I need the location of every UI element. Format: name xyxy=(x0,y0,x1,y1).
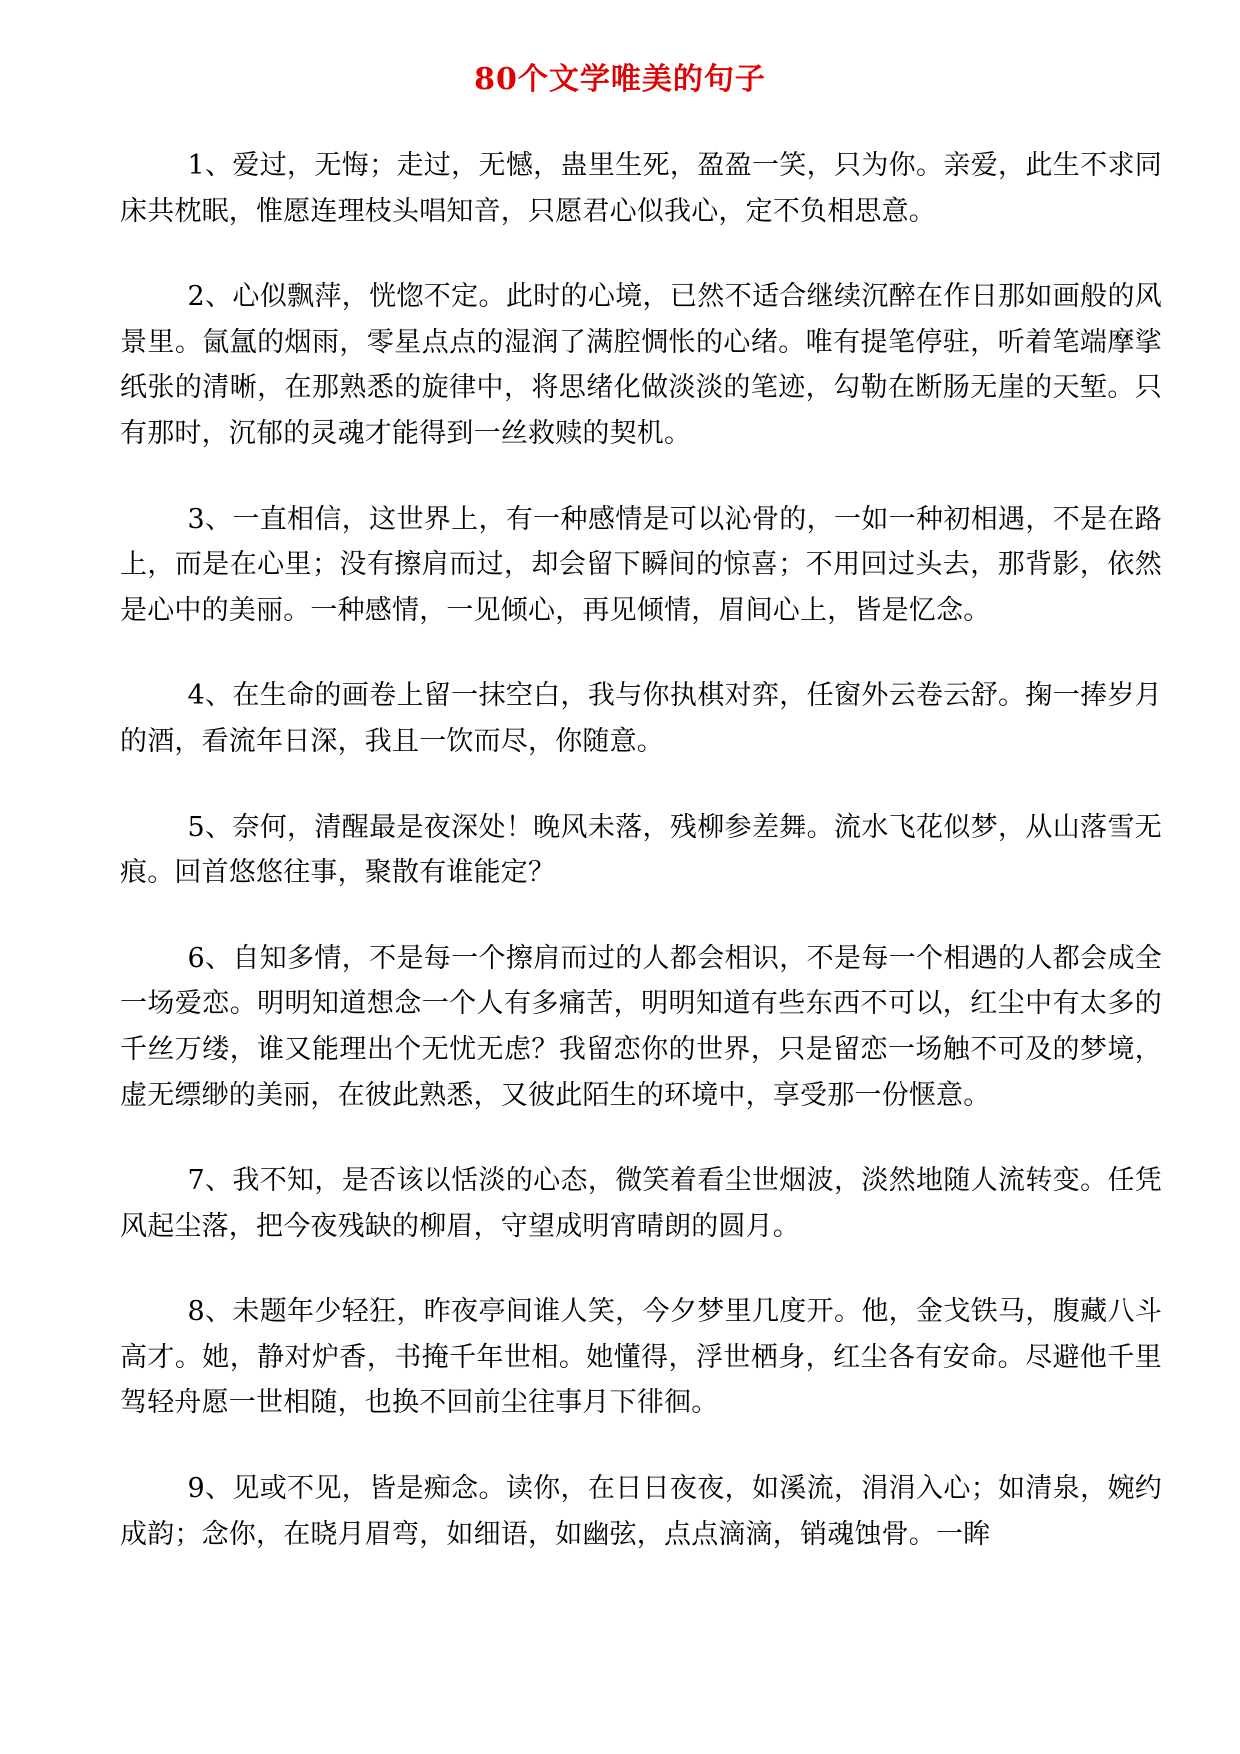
paragraph-7: 7、我不知，是否该以恬淡的心态，微笑着看尘世烟波，淡然地随人流转变。任凭风起尘落，把今夜残缺的柳眉，守望成明宵晴朗的圆月。 xyxy=(120,1165,1162,1242)
paragraph-2: 2、心似飘萍，恍惚不定。此时的心境，已然不适合继续沉醉在作日那如画般的风景里。氤氲的烟雨，零星点点的湿润了满腔惆怅的心绪。唯有提笔停驻，听着笔端摩挲纸张的清晰，在那熟悉的旋律中，将思绪化做淡淡的笔迹，勾勒在断肠无崖的天堑。只有那时，沉郁的灵魂才能得到一丝救赎的契机。 xyxy=(120,281,1162,449)
paragraph-1: 1、爱过，无悔；走过，无憾，蛊里生死，盈盈一笑，只为你。亲爱，此生不求同床共枕眠，惟愿连理枝头唱知音，只愿君心似我心，定不负相思意。 xyxy=(120,150,1162,227)
paragraph-6: 6、自知多情，不是每一个擦肩而过的人都会相识，不是每一个相遇的人都会成全一场爱恋。明明知道想念一个人有多痛苦，明明知道有些东西不可以，红尘中有太多的千丝万缕，谁又能理出个无忧无虑？我留恋你的世界，只是留恋一场触不可及的梦境，虚无缥缈的美丽，在彼此熟悉，又彼此陌生的环境中，享受那一份惬意。 xyxy=(120,942,1162,1111)
paragraph-9: 9、见或不见，皆是痴念。读你，在日日夜夜，如溪流，涓涓入心；如清泉，婉约成韵；念你，在晓月眉弯，如细语，如幽弦，点点滴滴，销魂蚀骨。一眸 xyxy=(120,1473,1162,1550)
paragraph-5: 5、奈何，清醒最是夜深处！晚风未落，残柳参差舞。流水飞花似梦，从山落雪无痕。回首悠悠往事，聚散有谁能定？ xyxy=(120,811,1162,889)
paragraph-3: 3、一直相信，这世界上，有一种感情是可以沁骨的，一如一种初相遇，不是在路上，而是在心里；没有擦肩而过，却会留下瞬间的惊喜；不用回过头去，那背影，依然是心中的美丽。一种感情，一见倾心，再见倾情，眉间心上，皆是忆念。 xyxy=(120,503,1162,626)
document-title: 80个文学唯美的句子 xyxy=(474,62,766,97)
paragraph-8: 8、未题年少轻狂，昨夜亭间谁人笑，今夕梦里几度开。他，金戈铁马，腹藏八斗高才。她，静对炉香，书掩千年世相。她懂得，浮世栖身，红尘各有安命。尽避他千里驾轻舟愿一世相随，也换不回前尘往事月下徘徊。 xyxy=(120,1296,1162,1419)
paragraph-4: 4、在生命的画卷上留一抹空白，我与你执棋对弈，任窗外云卷云舒。掬一捧岁月的酒，看流年日深，我且一饮而尽，你随意。 xyxy=(120,680,1162,757)
document-body xyxy=(120,143,1162,1597)
